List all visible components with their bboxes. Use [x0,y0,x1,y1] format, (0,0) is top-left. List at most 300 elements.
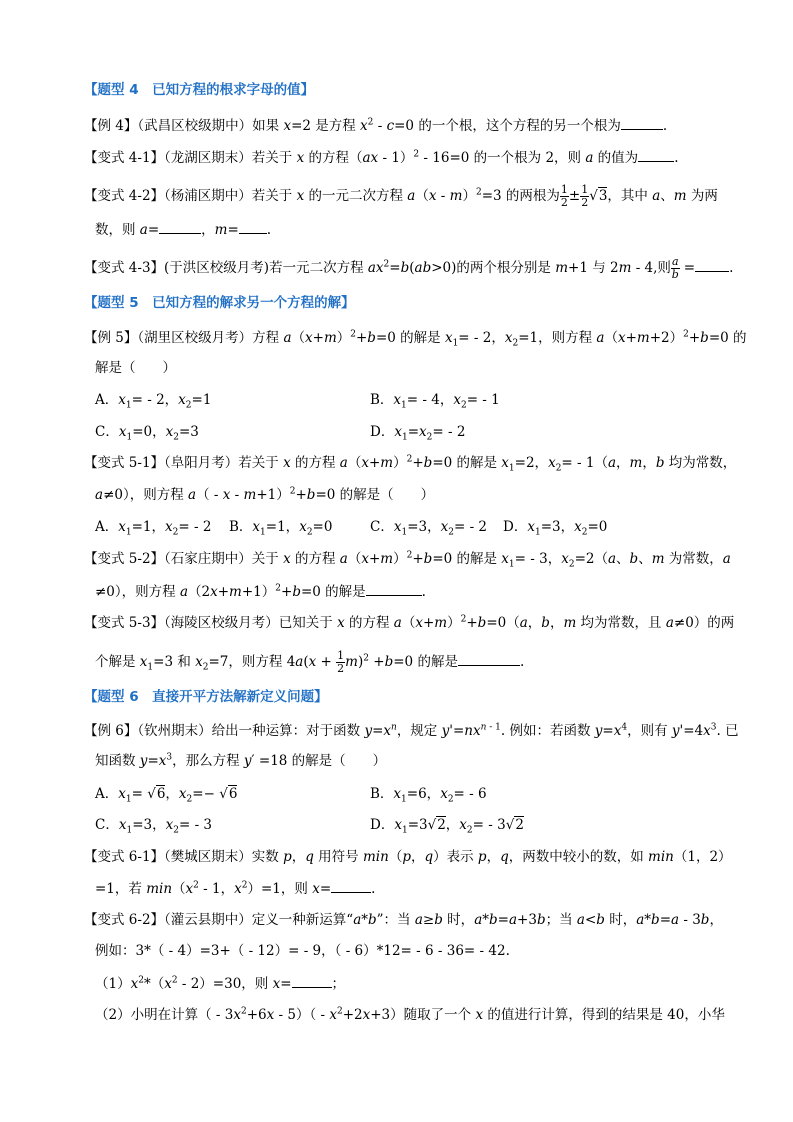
text-run: 2 [383,259,390,270]
text-run: 若关于 [251,188,297,204]
text-run: 2 [448,527,454,538]
text-run: < [584,912,597,928]
text-run: （钦州期末） [137,723,212,739]
text-run: x [703,723,711,739]
text-run: 均为常数， [664,455,737,471]
variant-5-1 [84,453,736,473]
text-run: a [188,487,197,503]
text-run: a [474,912,483,928]
text-run: * [482,912,489,928]
text-run: （ [347,551,362,567]
text-run: x [222,487,231,503]
text-run: C． [370,519,394,535]
text-run: 2 [581,527,588,538]
text-run: （1，2） [673,849,732,865]
text-run: ） [462,188,476,204]
text-run: +2） [649,330,684,346]
text-run: q [424,849,434,865]
text-run: x [329,1007,337,1023]
text-run: m [345,654,358,670]
text-run: = - 2， [131,392,179,408]
text-run: - [436,188,450,204]
text-run: m [214,222,228,238]
text-run: + [422,615,435,631]
text-run: （ - [196,487,223,503]
text-run: a [636,912,645,928]
text-run: * [361,912,368,928]
text-run: b [489,912,498,928]
variant-5-3 [84,613,734,633]
text-run: - 1 [486,722,501,733]
text-run: + [368,551,381,567]
text-run: ， [445,817,460,833]
text-run: x [272,976,281,992]
text-run: =0 的解是（ ） [315,487,435,503]
text-run: x [283,551,291,567]
text-run: = - 2 [453,519,488,535]
text-run: 3 [166,752,173,763]
text-run: x [475,1007,484,1023]
text-run: a [353,912,362,928]
text-run: x [252,519,261,535]
text-run: x [428,188,437,204]
variant-6-2-q2 [95,1005,725,1025]
variant-6-1-line2 [95,878,375,899]
text-run: =0， [132,424,166,440]
text-run: x [501,551,509,567]
text-run: a [607,455,617,471]
text-run: 2 [466,825,473,836]
text-run: a [179,584,189,600]
answer-blank[interactable] [638,147,674,162]
text-run: x [440,519,449,535]
variant-5-2 [84,549,731,569]
text-run: 【变式 5-3】 [84,615,165,631]
text-run: b [536,912,546,928]
text-run: =0（ [486,615,520,631]
text-run: x [362,1007,371,1023]
text-run: m [229,584,242,600]
text-run: D． [370,817,395,833]
text-run: + [281,584,293,600]
text-run: ， [486,849,501,865]
text-run: x [178,392,186,408]
text-run: （ [172,881,186,897]
text-run: 1 [125,527,132,538]
option-b[interactable] [229,517,332,537]
text-run: m [651,551,665,567]
text-run: =3 的两根为 [481,188,560,204]
answer-blank[interactable] [239,219,267,234]
text-run: m [449,188,463,204]
answer-blank[interactable] [159,219,201,234]
text-run: （2 [188,584,211,600]
text-run: a [393,615,402,631]
answer-blank[interactable] [695,257,729,272]
text-run: + [217,584,230,600]
text-run: = - 3 [178,817,213,833]
text-run: m [323,330,337,346]
text-run: 【例 5】 [84,330,138,346]
text-run: . [674,150,679,166]
text-run: 3 [598,188,608,204]
text-run: 1 [401,432,408,443]
text-run: ，那么方程 [172,753,244,769]
answer-blank[interactable] [331,878,371,893]
text-run: x [234,881,242,897]
text-run: 2 [512,338,519,349]
text-run: 为常数， [664,551,723,567]
section-heading-4 [84,80,314,100]
text-run: 1 [581,183,589,196]
text-run: 方程 [252,330,284,346]
text-run: （樊城区期末） [164,849,252,865]
text-run: =0 的解是 [393,654,458,670]
text-run: x [130,976,139,992]
text-run: x [613,723,622,739]
text-run: 【题型 4 已知方程的根求字母的值】 [84,82,315,98]
text-run: m [629,455,643,471]
text-run: 2 [581,196,589,209]
option-c[interactable] [370,517,487,537]
answer-blank[interactable] [292,973,332,988]
text-run: x [305,330,313,346]
text-run: - [230,487,244,503]
text-run: =0 的解是 [432,551,502,567]
text-run: 4 [621,722,628,733]
text-run: 2 [289,486,296,497]
text-run: + [625,330,637,346]
text-run: - 4,则 [631,260,671,276]
text-run: x [210,584,218,600]
text-run: =2（ [574,551,608,567]
text-run: b [367,330,376,346]
text-run: + [316,654,337,670]
text-run: x [296,150,305,166]
text-run: x [574,519,582,535]
text-run: 1 [126,432,133,443]
answer-blank[interactable] [458,651,520,666]
text-run: x [178,786,187,802]
section-heading-6 [84,687,328,707]
text-run: . [266,222,272,238]
text-run: =6， [406,786,441,802]
text-run: a [607,551,617,567]
text-run: 均为常数，且 [576,615,666,631]
text-run: 给出一种运算：对于函数 [211,723,365,739]
text-run: =2 是方程 [291,118,361,134]
text-run: m [380,455,394,471]
text-run: 3 [710,722,717,733]
text-run: 、 [638,551,652,567]
option-d[interactable] [503,517,607,537]
text-run: 2 [138,975,144,986]
text-run: + [688,330,701,346]
text-run: 2 [460,614,467,625]
text-run: =1，若 [95,881,147,897]
text-run: （武昌区校级期中） [137,118,253,134]
text-run: =3， [540,519,575,535]
text-run: m [380,551,394,567]
text-run: 已知关于 [278,615,338,631]
text-run: 1 [401,794,407,805]
text-run: =1， [131,519,166,535]
variant-5-2-line2 [95,581,426,602]
text-run: x [233,1007,241,1023]
text-run: x [118,786,126,802]
text-run: ≥ [422,912,435,928]
text-run: C． [95,424,119,440]
text-run: a [671,255,679,268]
text-run: 2 [460,400,467,411]
text-run: 2 [202,662,209,673]
text-run: 1 [534,527,541,538]
text-run: =3 和 [153,654,196,670]
text-run: min [362,849,389,865]
option-b[interactable] [370,784,487,804]
text-run: x [394,817,402,833]
text-run: - 3 [679,912,701,928]
option-c[interactable] [95,422,199,442]
text-run: +6 [246,1007,267,1023]
text-run: 1 [125,794,132,805]
text-run: ，其中 [607,188,653,204]
variant-4-1 [84,147,678,168]
text-run: a [585,150,594,166]
text-run: 如果 [252,118,284,134]
text-run: ( [303,654,309,670]
text-run: （阜阳月考） [164,455,239,471]
text-run: ， [642,455,656,471]
text-run: ， [410,849,425,865]
text-run: ”：当 [376,912,415,928]
option-a[interactable] [95,784,237,804]
text-run: 1 [337,649,345,662]
text-run: b [400,260,410,276]
text-run: D． [370,424,395,440]
text-run: x [383,723,392,739]
text-run: b [423,551,433,567]
option-d[interactable] [370,422,465,442]
text-run: 时， [442,912,475,928]
text-run: =0 的解是 [375,330,445,346]
text-run: (于洪区校级月考) [164,260,270,276]
text-run: + [412,455,424,471]
text-run: = - 6 [453,786,487,802]
text-run: ）=1，则 [247,881,313,897]
text-run: 2 [363,653,369,664]
text-run: 时， [604,912,637,928]
text-run: 1 [452,338,459,349]
answer-blank[interactable] [366,581,422,596]
text-run: *（ [143,976,165,992]
text-run: ， [201,222,215,238]
text-run: b [651,912,660,928]
text-run: = [147,753,159,769]
text-run: y [364,723,373,739]
text-run: - 2）=30，则 [177,976,273,992]
text-run: （ [291,330,305,346]
text-run: b [629,551,639,567]
text-run: = [131,786,148,802]
text-run: ；当 [545,912,577,928]
text-run: ， [165,786,179,802]
text-run: 的值为 [593,150,639,166]
text-run: b [477,615,487,631]
text-run: =0 [587,519,608,535]
text-run: x [139,654,148,670]
option-d[interactable] [370,815,524,835]
text-run: （海陵区校级月考） [164,615,279,631]
option-b[interactable] [370,390,500,410]
text-run: x [393,392,402,408]
text-run: x [283,118,292,134]
text-run: ，规定 [396,723,442,739]
text-run: （ [347,455,362,471]
text-run: x [548,455,556,471]
text-run: B． [370,786,394,802]
text-run: 【题型 6 直接开平方法解新定义问题】 [84,689,328,705]
text-run: x [266,1007,275,1023]
text-run: = - 3 [472,817,506,833]
text-run: =0 的一个根，这个方程的另一个根为 [394,118,621,134]
text-run: = - 4， [406,392,454,408]
text-run: a [665,615,674,631]
text-run: =2， [514,455,549,471]
text-run: （1） [95,976,131,992]
text-run: '=4 [679,723,704,739]
text-run: =3 [178,424,199,440]
text-run: a [519,615,528,631]
variant-4-2 [84,184,718,209]
fraction [336,650,345,675]
text-run: ≠0），则方程 [103,487,189,503]
text-run: x [419,424,427,440]
text-run: = [602,723,614,739]
text-run: b [700,330,709,346]
text-run: = [679,260,696,276]
text-run: x [561,551,569,567]
text-run: 6 [156,786,166,802]
text-run: 2 [515,817,524,833]
variant-6-2-line2 [95,941,510,961]
text-run: = - 2 [432,424,466,440]
text-run: a [652,188,661,204]
text-run: 2 [241,880,248,891]
text-run: = - 2， [458,330,505,346]
text-run: ) [357,654,364,670]
text-run: 2 [185,400,192,411]
text-run: ， [549,615,564,631]
answer-blank[interactable] [621,115,663,130]
text-run: （龙湖区期末） [164,150,252,166]
sqrt-symbol: √ [505,817,515,833]
text-run: a [295,654,304,670]
text-run: +1） [241,584,276,600]
text-run: - 1， [198,881,235,897]
text-run: + [368,654,385,670]
text-run: 2 [406,550,413,561]
example-5 [84,328,747,348]
text-run: x [440,786,448,802]
text-run: = - 2 [178,519,212,535]
text-run: m [563,615,577,631]
text-run: （ [415,188,429,204]
text-run: x [283,455,291,471]
text-run: +1） [256,487,290,503]
text-run: - [373,118,387,134]
text-run: 1 [401,825,408,836]
text-run: 为两 [686,188,718,204]
option-c[interactable] [95,815,212,835]
text-run: a [339,551,348,567]
text-run: '= [449,723,465,739]
text-run: +3）随取了一个 [370,1007,476,1023]
text-run: = - 1 [466,392,500,408]
text-run: x [453,392,461,408]
text-run: = [372,723,384,739]
text-run: b [655,455,665,471]
text-run: m [434,615,448,631]
text-run: 2 [447,794,454,805]
text-run: （ [401,615,416,631]
text-run: b [700,912,710,928]
text-run: 2 [555,463,562,474]
text-run: ） [336,330,351,346]
variant-6-2 [84,910,723,930]
text-run: x [118,817,127,833]
text-run: m [618,260,632,276]
option-a[interactable] [95,390,211,410]
text-run: = [407,424,419,440]
fraction [560,184,569,209]
text-run: =0 [312,519,333,535]
variant-5-3-line2 [95,650,524,675]
text-run: = [227,222,239,238]
text-run: 定义一种新运算“ [251,912,354,928]
option-a[interactable] [95,517,211,537]
text-run: ，则有 [627,723,672,739]
text-run: - 1） [378,150,414,166]
text-run: x [459,817,467,833]
text-run: ， [291,849,306,865]
text-run: 的方程 [290,455,340,471]
text-run: 的方程 [344,615,394,631]
text-run: x [617,330,626,346]
text-run: - 16=0 的一个根为 2，则 [419,150,586,166]
text-run: = [147,222,160,238]
text-run: . 已 [716,723,739,739]
text-run: A． [95,786,119,802]
variant-6-2-q1 [95,973,345,994]
text-run: b [292,584,301,600]
text-run: 1 [401,400,407,411]
text-run: ） [393,455,407,471]
text-run: b [384,654,394,670]
text-run: m [673,188,687,204]
text-run: . [421,584,426,600]
text-run: ( [409,260,415,276]
text-run: A． [95,519,119,535]
text-run: p [283,849,292,865]
text-run: x [361,455,369,471]
text-run: x [337,615,345,631]
text-run: +2 [342,1007,363,1023]
text-run: ′ =18 的解是（ ） [251,753,387,769]
text-run: 2 [413,149,420,160]
text-run: 2 [568,559,575,570]
text-run: b [368,912,377,928]
